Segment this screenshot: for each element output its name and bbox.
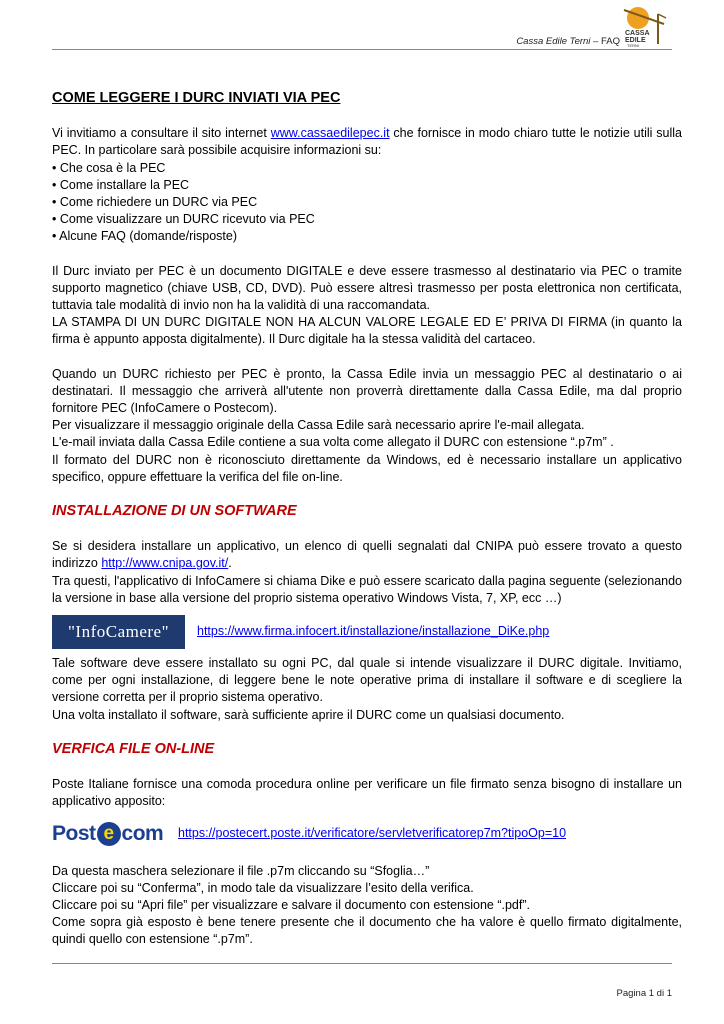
postecom-logo-post: Post bbox=[52, 821, 96, 845]
postecom-logo-e: e bbox=[97, 822, 121, 846]
cassa-edile-logo bbox=[622, 4, 668, 48]
verify-heading: VERFICA FILE ON-LINE bbox=[52, 740, 215, 757]
ready-paragraph-2: Per visualizzare il messaggio originale della Cassa Edile sarà necessario aprire l'e-mail allegata. bbox=[52, 418, 585, 433]
page-number: Pagina 1 di 1 bbox=[616, 988, 672, 999]
header-section: FAQ bbox=[600, 36, 620, 47]
postecom-row bbox=[52, 819, 682, 849]
header-org: Cassa Edile Terni bbox=[516, 36, 591, 47]
software-paragraph-1 bbox=[52, 538, 682, 572]
list-item: • Come visualizzare un DURC ricevuto via PEC bbox=[52, 212, 315, 227]
infocamere-logo: "InfoCamere" bbox=[52, 615, 185, 649]
software-heading: INSTALLAZIONE DI UN SOFTWARE bbox=[52, 503, 297, 520]
digital-paragraph-1: Il Durc inviato per PEC è un documento DIGITALE e deve essere trasmesso al destinatario via PEC o tramite supporto magnetico (chiave USB, CD, DVD). Può essere altresì trasmesso per posta elettronica non certificata, tuttavia tale modalità di invio non ha la validità di una raccomandata. bbox=[52, 263, 682, 313]
cnipa-link[interactable]: http://www.cnipa.gov.it/ bbox=[101, 556, 229, 571]
intro-text-after: che fornisce in modo chiaro tutte le notizie utili sulla PEC. In particolare sarà possibile acquisire informazioni su: bbox=[52, 126, 682, 158]
postecert-verify-link[interactable]: https://postecert.poste.it/verificatore/servletverificatorep7m?tipoOp=10 bbox=[178, 825, 567, 840]
postecom-logo bbox=[52, 819, 164, 849]
infocamere-row bbox=[52, 615, 682, 649]
verify-step-4: Come sopra già esposto è bene tenere presente che il documento che ha valore è quello firmato digitalmente, quindi quello con estensione “.p7m”. bbox=[52, 915, 682, 947]
software-p1-after: . bbox=[228, 556, 232, 571]
list-item: • Alcune FAQ (domande/risposte) bbox=[52, 229, 238, 244]
ready-paragraph-3: L'e-mail inviata dalla Cassa Edile contiene a sua volta come allegato il DURC con estensione “.p7m” . bbox=[52, 435, 614, 450]
software-p1-before: Se si desidera installare un applicativo, un elenco di quelli segnalati dal CNIPA può essere trovato a questo indirizzo bbox=[52, 539, 682, 571]
verify-step-3: Cliccare poi su “Apri file” per visualizzare e salvare il documento con estensione “.pdf”. bbox=[52, 897, 530, 912]
logo-text-2: EDILE bbox=[625, 37, 646, 44]
dike-download-link[interactable]: https://www.firma.infocert.it/installazione/installazione_DiKe.php bbox=[197, 624, 550, 639]
postecom-logo-com: com bbox=[121, 821, 164, 845]
verify-step-1: Da questa maschera selezionare il file .p7m cliccando su “Sfoglia…” bbox=[52, 863, 430, 878]
document-body bbox=[52, 84, 682, 949]
logo-text-3: TERNI bbox=[627, 43, 639, 48]
software-paragraph-3: Tale software deve essere installato su ogni PC, dal quale si intende visualizzare il DURC digitale. Invitiamo, come per ogni installazione, di leggere bene le note operative prima di installare il software e di scegliere la versione corretta per il proprio sistema operativo. bbox=[52, 656, 682, 705]
page-header bbox=[52, 0, 672, 50]
topics-list bbox=[52, 160, 682, 246]
software-paragraph-4: Una volta installato il software, sarà sufficiente aprire il DURC come un qualsiasi documento. bbox=[52, 707, 565, 722]
cassaedilepec-link[interactable]: www.cassaedilepec.it bbox=[270, 126, 390, 141]
header-sep: – bbox=[590, 36, 601, 47]
list-item: • Come richiedere un DURC via PEC bbox=[52, 195, 258, 210]
ready-paragraph-1: Quando un DURC richiesto per PEC è pronto, la Cassa Edile invia un messaggio PEC al destinatario o ai destinatari. Il messaggio che arriverà all'utente non proverrà direttamente dalla Cassa Edile, ma dal proprio fornitore PEC (InfoCamere o Postecom). bbox=[52, 366, 682, 416]
header-text bbox=[516, 36, 620, 47]
intro-paragraph bbox=[52, 125, 682, 159]
verify-paragraph-1: Poste Italiane fornisce una comoda procedura online per verificare un file firmato senza bisogno di installare un applicativo apposito: bbox=[52, 777, 682, 809]
logo-text-1: CASSA bbox=[625, 30, 650, 37]
ready-paragraph-4: Il formato del DURC non è riconosciuto direttamente da Windows, ed è necessario installare un applicativo specifico, oppure effettuare la verifica del file on-line. bbox=[52, 452, 682, 484]
digital-paragraph-2: LA STAMPA DI UN DURC DIGITALE NON HA ALCUN VALORE LEGALE ED E’ PRIVA DI FIRMA (in quanto la firma è appunto apposta digitalmente). Il Durc digitale ha la stessa validità del cartaceo. bbox=[52, 315, 682, 347]
list-item: • Come installare la PEC bbox=[52, 177, 190, 192]
intro-text-before: Vi invitiamo a consultare il sito internet bbox=[52, 126, 271, 141]
page-title: COME LEGGERE I DURC INVIATI VIA PEC bbox=[52, 90, 341, 106]
software-paragraph-2: Tra questi, l'applicativo di InfoCamere si chiama Dike e può essere scaricato dalla pagina seguente (selezionando la versione in base alla versione del proprio sistema operativo Windows Vista, 7, XP, ecc …) bbox=[52, 573, 682, 605]
verify-step-2: Cliccare poi su “Conferma”, in modo tale da visualizzare l’esito della verifica. bbox=[52, 880, 474, 895]
list-item: • Che cosa è la PEC bbox=[52, 160, 166, 175]
footer-divider bbox=[52, 963, 672, 964]
